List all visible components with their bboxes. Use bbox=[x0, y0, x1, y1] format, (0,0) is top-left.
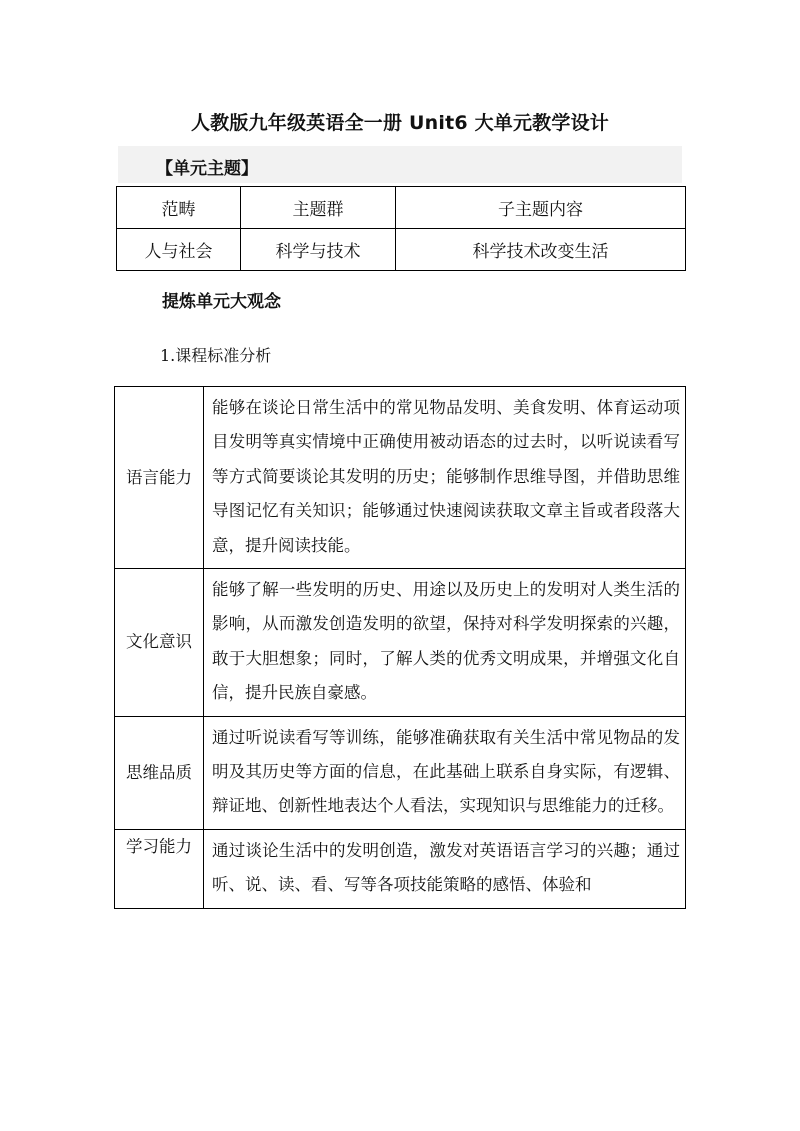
theme-header-subtopic: 子主题内容 bbox=[396, 187, 686, 229]
theme-table-header-row bbox=[117, 187, 686, 229]
unit-theme-bar bbox=[118, 146, 682, 183]
theme-cell-subtopic: 科学技术改变生活 bbox=[396, 229, 686, 271]
standards-row-culture bbox=[115, 569, 686, 717]
standards-row-learning bbox=[115, 829, 686, 908]
standards-row-thinking bbox=[115, 716, 686, 829]
subsection-heading: 1.课程标准分析 bbox=[160, 346, 272, 365]
theme-cell-group: 科学与技术 bbox=[241, 229, 396, 271]
theme-cell-category: 人与社会 bbox=[117, 229, 241, 271]
theme-header-group: 主题群 bbox=[241, 187, 396, 229]
standards-label: 学习能力 bbox=[115, 829, 204, 908]
document-title: 人教版九年级英语全一册 Unit6 大单元教学设计 bbox=[190, 112, 609, 134]
standards-label: 思维品质 bbox=[115, 716, 204, 829]
theme-table bbox=[116, 186, 686, 271]
standards-label: 语言能力 bbox=[115, 387, 204, 569]
standards-table bbox=[114, 386, 686, 909]
section-heading: 提炼单元大观念 bbox=[162, 292, 281, 312]
unit-theme-label: 【单元主题】 bbox=[156, 159, 258, 179]
standards-content: 能够在谈论日常生活中的常见物品发明、美食发明、体育运动项目发明等真实情境中正确使用被动语态的过去时，以听说读看写等方式简要谈论其发明的历史；能够制作思维导图，并借助思维导图记忆有关知识；能够通过快速阅读获取文章主旨或者段落大意，提升阅读技能。 bbox=[204, 387, 686, 569]
theme-header-category: 范畴 bbox=[117, 187, 241, 229]
standards-content: 通过听说读看写等训练，能够准确获取有关生活中常见物品的发明及其历史等方面的信息，在此基础上联系自身实际，有逻辑、辩证地、创新性地表达个人看法，实现知识与思维能力的迁移。 bbox=[204, 716, 686, 829]
standards-content: 能够了解一些发明的历史、用途以及历史上的发明对人类生活的影响，从而激发创造发明的欲望，保持对科学发明探索的兴趣，敢于大胆想象；同时，了解人类的优秀文明成果，并增强文化自信，提升民族自豪感。 bbox=[204, 569, 686, 717]
theme-table-row bbox=[117, 229, 686, 271]
standards-label: 文化意识 bbox=[115, 569, 204, 717]
standards-row-language bbox=[115, 387, 686, 569]
standards-content: 通过谈论生活中的发明创造，激发对英语语言学习的兴趣；通过听、说、读、看、写等各项技能策略的感悟、体验和 bbox=[204, 829, 686, 908]
